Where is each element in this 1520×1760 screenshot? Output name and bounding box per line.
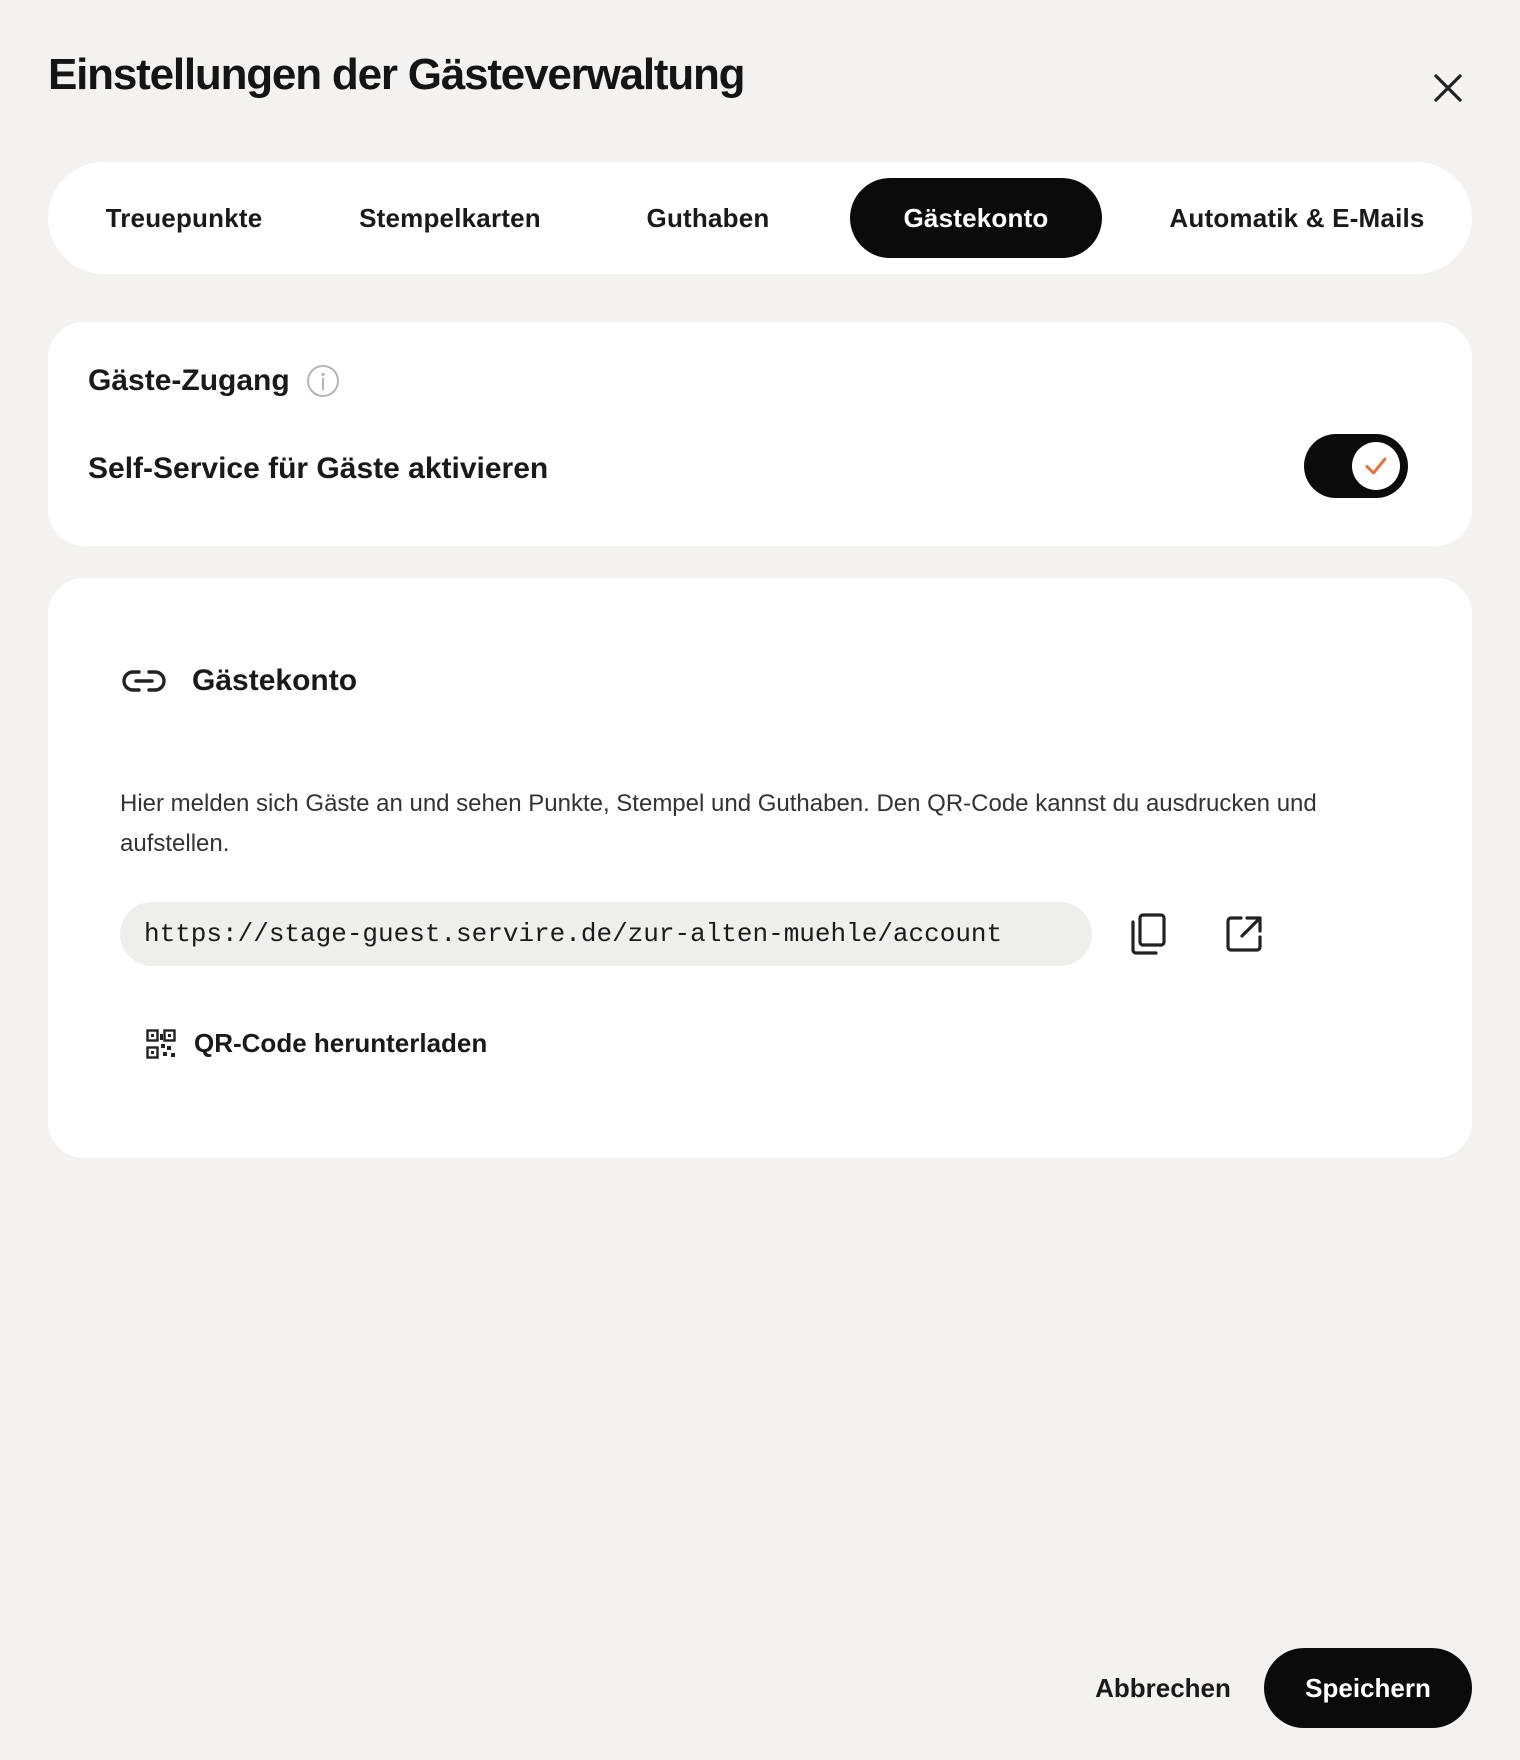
check-icon [1363, 453, 1389, 479]
self-service-label: Self-Service für Gäste aktivieren [88, 452, 549, 485]
external-link-icon [1223, 913, 1265, 955]
download-qr-button[interactable] [146, 1028, 487, 1059]
guest-account-description: Hier melden sich Gäste an und sehen Punkte, Stempel und Guthaben. Den QR-Code kannst du ausdrucken und aufstellen. [120, 790, 1317, 857]
guest-account-heading [122, 664, 357, 698]
tab-guthaben[interactable]: Guthaben [646, 202, 770, 233]
dialog-title: Einstellungen der Gästeverwaltung [48, 50, 745, 99]
cancel-button[interactable]: Abbrechen [1095, 1672, 1231, 1703]
open-url-button[interactable] [1216, 906, 1272, 962]
self-service-toggle[interactable] [1304, 434, 1408, 498]
link-icon [122, 668, 166, 694]
account-url-field[interactable] [120, 902, 1092, 966]
tab-gaestekonto[interactable]: Gästekonto [850, 178, 1102, 258]
copy-icon [1128, 912, 1168, 956]
guest-access-title: Gäste-Zugang [88, 364, 290, 397]
close-button[interactable] [1428, 68, 1468, 108]
download-qr-label: QR-Code herunterladen [194, 1028, 488, 1058]
save-button[interactable]: Speichern [1264, 1648, 1472, 1728]
guest-access-heading [88, 364, 340, 398]
close-icon [1433, 73, 1463, 103]
copy-url-button[interactable] [1120, 906, 1176, 962]
info-icon[interactable] [306, 364, 340, 398]
toggle-knob [1352, 442, 1400, 490]
tab-automatik-emails[interactable]: Automatik & E-Mails [1169, 202, 1425, 233]
qr-code-icon [146, 1029, 176, 1059]
guest-account-title: Gästekonto [192, 664, 358, 697]
tab-stempelkarten[interactable]: Stempelkarten [359, 202, 541, 233]
guest-access-card [48, 322, 1472, 546]
tab-bar [48, 162, 1472, 274]
tab-treuepunkte[interactable]: Treuepunkte [105, 202, 263, 233]
guest-account-card [48, 578, 1472, 1158]
